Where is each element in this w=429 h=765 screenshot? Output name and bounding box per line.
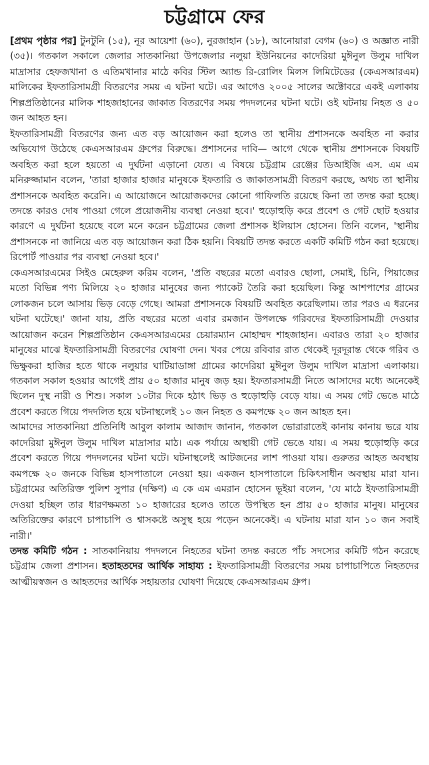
paragraph-company-statement: কেএসআরএমের সিইও মেহেরুল করিম বলেন, 'প্রতি বছরের মতো এবারও ছোলা, সেমাই, চিনি, পিয়াজের মতো বিভিন্ন পণ্য মিলিয়ে ২০ হাজার মানুষের জন্য প্যাকেট তৈরি করা হয়েছিল। কিন্তু আশপাশের গ্রামের লোকজন চলে আসায় ভিড় বেড়ে গেছে। আমরা প্রশাসনকে বিষয়টি অবহিত করেছিলাম। তার পরও এ ধরনের ঘটনা ঘটেছে।' জানা যায়, প্রতি বছরের মতো এবার রমজান উপলক্ষে গরিবদের ইফতারিসামগ্রী দেওয়ার আয়োজন করেন শিল্পপ্রতিষ্ঠান কেএসআরএমের চেয়ারম্যান মোহাম্মদ শাহজাহান। এবারও তারা ২০ হাজার মানুষের মাঝে ইফতারিসামগ্রী বিতরণের ঘোষণা দেন। খবর পেয়ে রবিবার রাত থেকেই দূরদূরান্ত থেকে গরিব ও ভিক্ষুকরা হাজির হতে থাকে নলুয়ার ঘাটিয়াডাঙ্গা গ্রামের কাদেরিয়া মুঈনুল উলুম দাখিল মাদ্রাসা এলাকায়। গতকাল সকাল হওয়ার আগেই প্রায় ৫০ হাজার মানুষ জড় হয়। ইফতারসামগ্রী নিতে আসাদের মধ্যে অনেকেই ছিলেন দুস্থ নারী ও শিশু। সকাল ১০টার দিকে হঠাৎ ভিড় ও হুড়োহুড়ি বেড়ে যায়। এ সময় গেট ভেঙে মাঠে প্রবেশ করতে গিয়ে পদদলিত হয়ে ঘটনাস্থলেই ১০ জন নিহত ও কমপক্ষে ২০ জন আহত হন। [10, 267, 419, 418]
news-clipping [4, 0, 425, 765]
inquiry-subhead: তদন্ত কমিটি গঠন : [10, 545, 88, 557]
continuation-label: [প্রথম পৃষ্ঠার পর] [10, 36, 77, 47]
inquiry-text: সাতকানিয়ায় পদদলনে নিহতের ঘটনা তদন্ত করতে পাঁচ সদস্যের কমিটি গঠন করেছে চট্টগ্রাম জেলা প্রশাসন। [10, 545, 419, 573]
paragraph-intro [10, 34, 419, 127]
paragraph-administration: ইফতারিসামগ্রী বিতরণের জন্য এত বড় আয়োজন করা হলেও তা স্থানীয় প্রশাসনকে অবহিত না করার অভিযোগ উঠেছে কেএসআরএম গ্রুপের বিরুদ্ধে। প্রশাসনের দাবি— আগে থেকে স্থানীয় প্রশাসনকে বিষয়টি অবহিত করা হলে হয়তো এ দুর্ঘটনা এড়ানো যেত। এ বিষয়ে চট্টগ্রাম রেঞ্জের ডিআইজি এস. এম এম মনিরুজ্জামান বলেন, 'তারা হাজার হাজার মানুষকে ইফতারি ও জাকাতসামগ্রী বিতরণ করছে, অথচ তা স্থানীয় প্রশাসনকে অবহিত করেনি। এ আয়োজনে আয়োজকদের কোনো গাফিলতি রয়েছে কিনা তা তদন্ত করা হচ্ছে। তদন্তে কারও দোষ পাওয়া গেলে প্রয়োজনীয় ব্যবস্থা নেওয়া হবে।' হুড়োহুড়ি করে প্রবেশ ও গেট ছোট হওয়ার কারণে এ দুর্ঘটনা হয়েছে বলে মনে করেন চট্টগ্রামের জেলা প্রশাসক ইলিয়াস হোসেন। তিনি বলেন, 'স্থানীয় প্রশাসনকে না জানিয়ে এত বড় আয়োজন করা ঠিক হয়নি। বিষয়টি তদন্ত করতে একটি কমিটি গঠন করা হয়েছে। রিপোর্ট পাওয়ার পর ব্যবস্থা নেওয়া হবে।' [10, 128, 419, 264]
paragraph-correspondent-report: আমাদের সাতকানিয়া প্রতিনিধি আবুল কালাম আজাদ জানান, গতকাল ভোরারাতেই কানায় কানায় ভরে যায় কাদেরিয়া মুঈনুল উলুম দাখিল মাদ্রাসার মাঠ। এক পর্যায়ে অস্থায়ী গেট ভেঙে যায়। এ সময় হুড়োহুড়ি করে প্রবেশ করতে গিয়ে পদদলনের ঘটনা ঘটে। ঘটনাস্থলেই আটজনের লাশ পাওয়া যায়। গুরুতর আহত অবস্থায় কমপক্ষে ২০ জনকে বিভিন্ন হাসপাতালে নেওয়া হয়। একজন হাসপাতালে চিকিৎসাধীন অবস্থায় মারা যান। চট্টগ্রামের অতিরিক্ত পুলিশ সুপার (দক্ষিণ) এ কে এম এমরান হোসেন ভূইয়া বলেন, 'যে মাঠে ইফতারিসামগ্রী দেওয়া হচ্ছিল তার ধারণক্ষমতা ১০ হাজারের হলেও তাতে উপস্থিত হন প্রায় ৫০ হাজার মানুষ। মানুষের অতিরিক্তের কারণে চাপাচাপি ও শ্বাসকষ্টে অসুস্থ হয়ে পড়েন অনেকেই। এ ঘটনায় মারা যান ১০ জন সবাই নারী।' [10, 422, 419, 542]
paragraph-intro-text: টুনটুনি (১৫), নূর আয়েশা (৬০), নুরজাহান (১৮), আনোয়ারা বেগম (৬০) ও অজ্ঞাত নারী (৩৫)। গতকাল সকালে জেলার সাতকানিয়া উপজেলার নলুয়া ইউনিয়নের কাদেরিয়া মুঈনুল উলুম দাখিল মাদ্রাসার হেফজখানা ও এতিমখানার মাঠে কবির স্টিল অ্যান্ড রি-রোলিং মিলস লিমিটেডের (কেএসআরএম) মালিকের ইফতারিসামগ্রী বিতরণের সময় এ ঘটনা ঘটে। এর আগেও ২০০৫ সালের অক্টোবরে একই এলাকায় শিল্পপ্রতিষ্ঠানের মালিক শাহজাহানের জাকাত বিতরণের সময় পদদলনের ঘটনা ঘটে। ওই ঘটনায় নিহত ও ৫০ জন আহত হন। [10, 36, 419, 125]
paragraph-inquiry [10, 544, 419, 590]
headline: চট্টগ্রামে ফের [164, 6, 265, 28]
aid-subhead: হতাহতদের আর্থিক সাহায্য : [102, 561, 213, 573]
aid-text: ইফতারিসামগ্রী বিতরণের সময় চাপাচাপিতে নিহতদের আত্মীয়স্বজন ও আহতদের আর্থিক সহায়তার ঘোষণা দিয়েছে কেএসআরএম গ্রুপ। [10, 561, 420, 588]
